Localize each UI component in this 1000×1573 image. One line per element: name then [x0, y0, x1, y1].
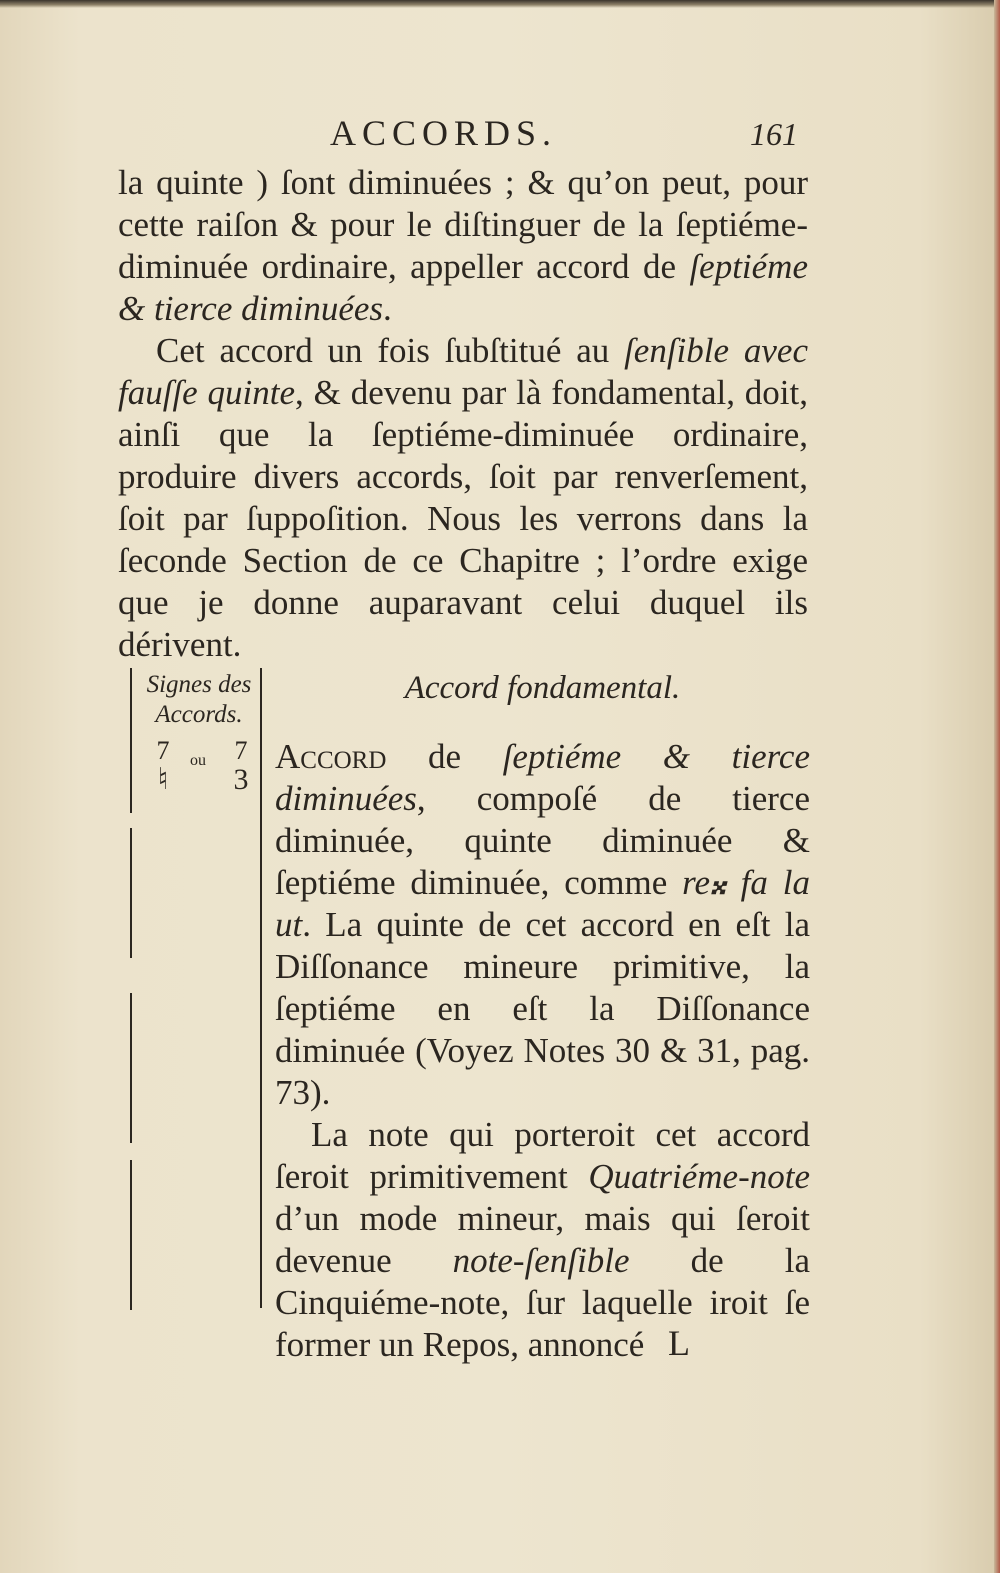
- chord-sign-b-top: 7: [234, 736, 248, 765]
- natural-sign: ♮: [157, 763, 169, 796]
- section-paragraph-2: [275, 1114, 810, 1366]
- section-p2-text-a: La note qui porteroit cet accord ſeroit primitivement: [275, 1115, 810, 1196]
- chord-sign-b-bottom: 3: [233, 763, 249, 796]
- section-p1-italic-1: ſeptiéme & tierce diminuées: [275, 737, 810, 818]
- signature-mark: L: [668, 1323, 690, 1363]
- section-p1-smallcaps: Accord: [275, 737, 387, 776]
- margin-rule: [130, 828, 132, 958]
- section-p2-text-c: de la Cinquiéme-note, ſur laquelle iroit ſe former un Repos, annoncé: [275, 1241, 810, 1364]
- paragraph-1-italic: ſeptiéme & tierce diminuées: [118, 247, 808, 328]
- section-p1-text-a: de: [386, 737, 503, 776]
- sidebar-heading: [140, 670, 258, 730]
- section-paragraph-1: [275, 736, 810, 1114]
- paragraph-2: [118, 330, 808, 666]
- section-p1-italic-2: re𝄪 fa la ut: [275, 863, 810, 944]
- chord-sign-a-top: 7: [156, 736, 170, 765]
- section-p1-text-b: , compoſé de tierce diminuée, quinte diminuée & ſeptiéme diminuée, comme: [275, 779, 810, 902]
- chord-signs-sidebar: [130, 668, 262, 1318]
- paragraph-1: [118, 162, 808, 330]
- column-divider: [260, 668, 262, 1308]
- section-p2-italic-1: Quatriéme-note: [588, 1157, 810, 1196]
- chord-sign-or: ou: [190, 752, 206, 769]
- body-text: [118, 162, 808, 666]
- running-head: [300, 112, 800, 164]
- page-edge: [994, 0, 1000, 1573]
- paragraph-2-italic: ſenſible avec fauſſe quinte: [118, 331, 808, 412]
- section-heading: Accord fondamental.: [404, 670, 681, 706]
- paragraph-2-text-a: Cet accord un fois ſubſtitué au: [156, 331, 625, 370]
- chord-sign: [144, 738, 254, 808]
- paragraph-1-text-a: la quinte ) ſont diminuées ; & qu’on peut, pour cette raiſon & pour le diſtinguer de la ſeptiéme-diminuée ordinaire, appeller accord de: [118, 163, 808, 286]
- paragraph-1-text-b: .: [383, 289, 392, 328]
- section-p1-text-c: . La quinte de cet accord en eſt la Diſſonance mineure primitive, la ſeptiéme en eſt la Diſſonance diminuée (Voyez Notes 30 & 31, pag. 73).: [275, 905, 810, 1112]
- section-p2-text-b: d’un mode mineur, mais qui ſeroit devenue: [275, 1199, 810, 1280]
- page-number: 161: [750, 116, 798, 152]
- margin-rule: [130, 668, 132, 813]
- margin-rule: [130, 1160, 132, 1310]
- margin-rule: [130, 993, 132, 1143]
- section-text: [275, 668, 810, 1366]
- chord-sign-b: [228, 738, 254, 796]
- running-head-title: ACCORDS.: [330, 113, 558, 153]
- chord-sign-a: [150, 738, 176, 796]
- sidebar-heading-line1: Signes des: [146, 671, 252, 698]
- paragraph-2-text-b: , & devenu par là fondamental, doit, ainſi que la ſeptiéme-diminuée ordinaire, produire divers accords, ſoit par renverſement, ſoit par ſuppoſition. Nous les verrons dans la ſeconde Section de ce Chapitre ; l’ordre exige que je donne auparavant celui duquel ils dérivent.: [118, 373, 808, 664]
- sidebar-heading-line2: Accords.: [155, 701, 243, 728]
- section-p2-italic-2: note-ſenſible: [452, 1241, 630, 1280]
